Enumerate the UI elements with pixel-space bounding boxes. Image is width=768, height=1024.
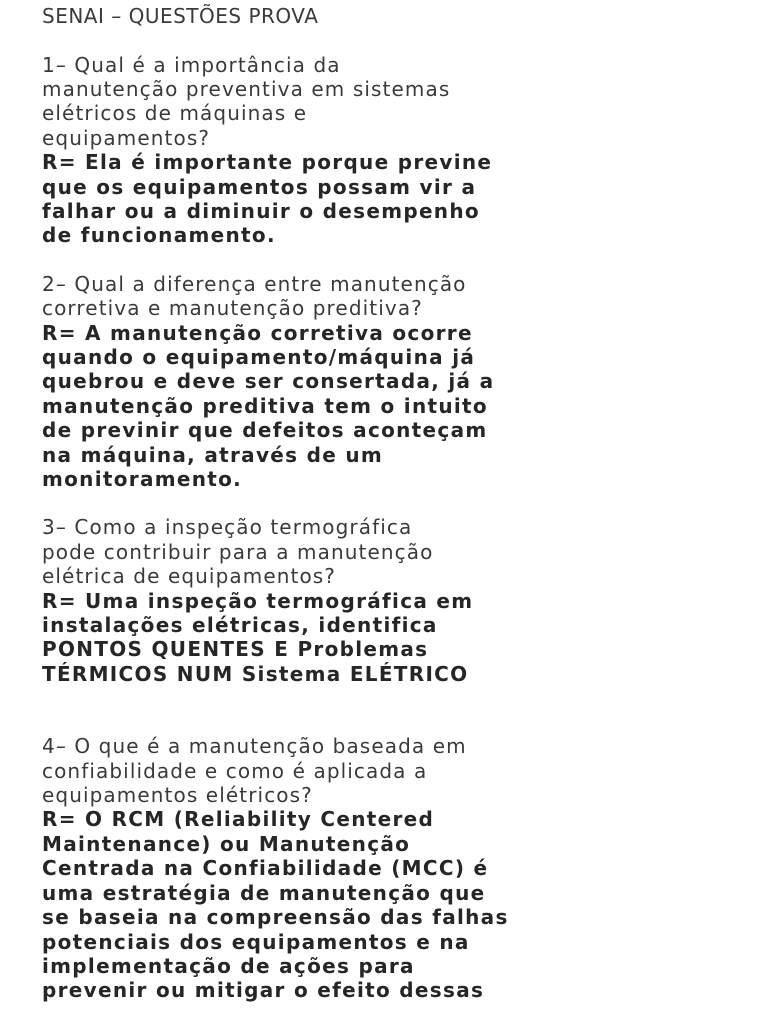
question-block-4 bbox=[42, 734, 742, 1002]
answer-line: Centrada na Confiabilidade (MCC) é bbox=[42, 856, 489, 881]
question-line: equipamentos elétricos? bbox=[42, 783, 313, 808]
answer-line: na máquina, através de um bbox=[42, 442, 384, 467]
question-line: 2– Qual a diferença entre manutenção bbox=[42, 271, 467, 296]
answer-line: TÉRMICOS NUM Sistema ELÉTRICO bbox=[42, 661, 469, 686]
answer-text bbox=[42, 589, 742, 687]
question-text bbox=[42, 515, 742, 588]
answer-line: manutenção preditiva tem o intuito bbox=[42, 393, 488, 418]
answer-line: instalações elétricas, identifica bbox=[42, 613, 438, 638]
answer-line: prevenir ou mitigar o efeito dessas bbox=[42, 978, 485, 1003]
answer-line: que os equipamentos possam vir a bbox=[42, 174, 477, 199]
answer-text bbox=[42, 321, 742, 492]
question-block-2 bbox=[42, 272, 742, 492]
question-line: corretiva e manutenção preditiva? bbox=[42, 296, 423, 321]
question-line: 4– O que é a manutenção baseada em bbox=[42, 734, 467, 759]
question-line: 3– Como a inspeção termográfica bbox=[42, 515, 413, 540]
answer-line: se baseia na compreensão das falhas bbox=[42, 905, 509, 930]
answer-line: quebrou e deve ser consertada, já a bbox=[42, 369, 495, 394]
question-block-3 bbox=[42, 515, 742, 686]
answer-line: uma estratégia de manutenção que bbox=[42, 880, 486, 905]
question-line: equipamentos? bbox=[42, 125, 211, 150]
question-line: 1– Qual é a importância da bbox=[42, 52, 341, 77]
question-line: manutenção preventiva em sistemas bbox=[42, 76, 451, 101]
answer-line: R= A manutenção corretiva ocorre bbox=[42, 320, 473, 345]
question-line: elétricos de máquinas e bbox=[42, 101, 308, 126]
question-line: elétrica de equipamentos? bbox=[42, 564, 337, 589]
document-page bbox=[42, 4, 742, 1003]
answer-line: R= Ela é importante porque previne bbox=[42, 150, 493, 175]
answer-line: falhar ou a diminuir o desempenho bbox=[42, 198, 480, 223]
answer-line: monitoramento. bbox=[42, 467, 243, 491]
question-block-1 bbox=[42, 53, 742, 248]
question-text bbox=[42, 734, 742, 807]
question-text bbox=[42, 272, 742, 321]
question-text bbox=[42, 53, 742, 151]
question-line: confiabilidade e como é aplicada a bbox=[42, 758, 428, 783]
answer-line: Maintenance) ou Manutenção bbox=[42, 831, 411, 856]
question-line: pode contribuir para a manutenção bbox=[42, 539, 434, 564]
page-title: SENAI – QUESTÕES PROVA bbox=[42, 4, 319, 28]
answer-line: PONTOS QUENTES E Problemas bbox=[42, 637, 429, 662]
answer-line: de funcionamento. bbox=[42, 223, 276, 248]
answer-text bbox=[42, 150, 742, 248]
answer-line: implementação de ações para bbox=[42, 953, 415, 978]
answer-text bbox=[42, 807, 742, 1002]
answer-line: quando o equipamento/máquina já bbox=[42, 344, 476, 369]
answer-line: R= O RCM (Reliability Centered bbox=[42, 807, 435, 832]
answer-line: potenciais dos equipamentos e na bbox=[42, 929, 470, 954]
answer-line: de previnir que defeitos aconteçam bbox=[42, 418, 488, 443]
answer-line: R= Uma inspeção termográfica em bbox=[42, 588, 474, 613]
